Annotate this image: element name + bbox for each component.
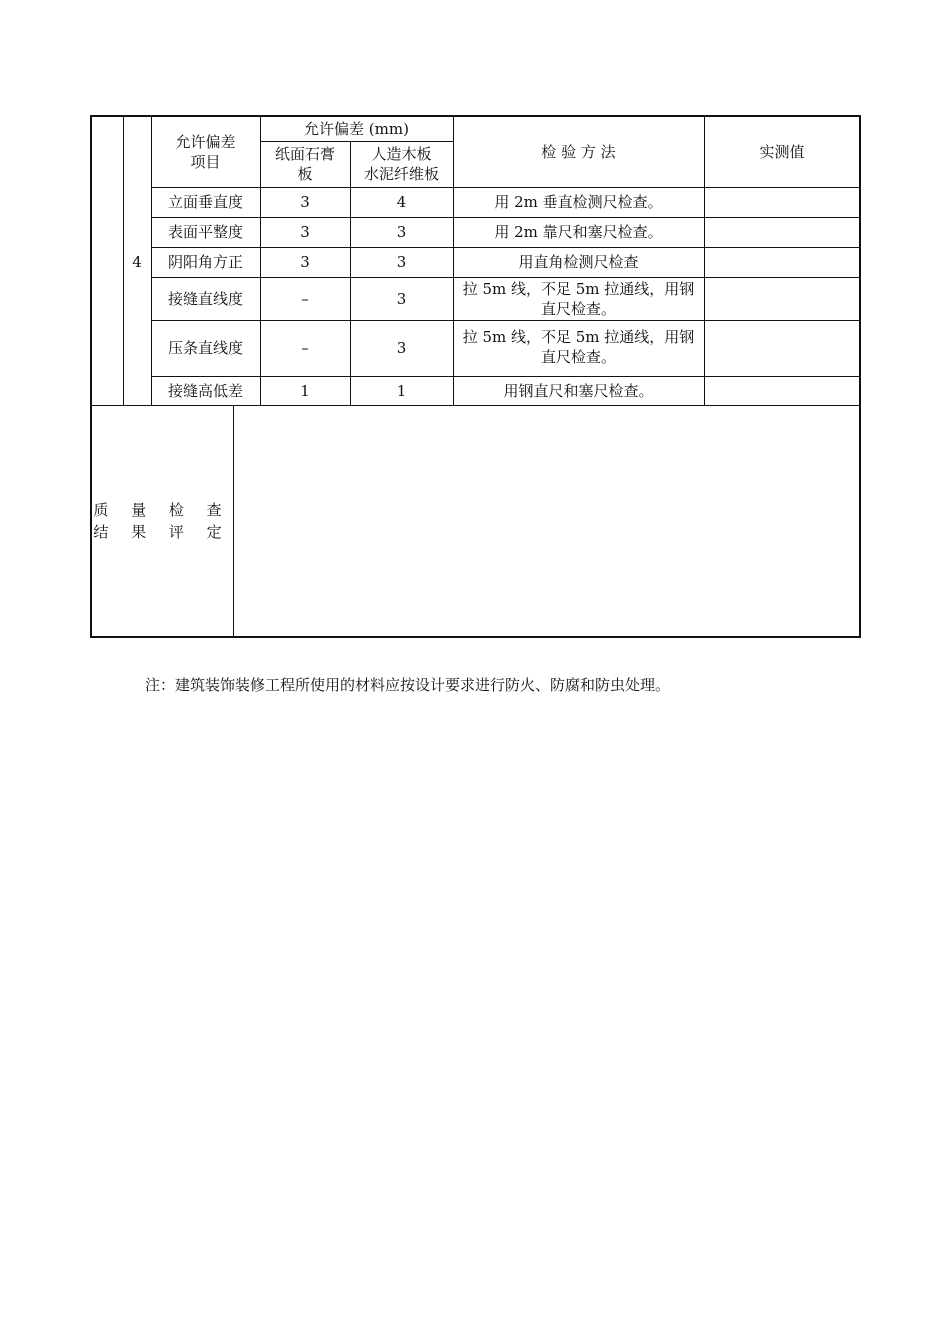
row-gypsum: 3	[300, 193, 310, 211]
row-method: 用钢直尺和塞尺检查。	[503, 381, 654, 400]
row-gypsum: 3	[300, 253, 310, 271]
row-measured[interactable]	[704, 277, 860, 320]
header-measured: 实测值	[759, 142, 805, 161]
header-method: 检 验 方 法	[541, 142, 616, 161]
header-gypsum: 纸面石膏 板	[274, 145, 335, 183]
row-item: 阴阳角方正	[167, 253, 243, 271]
row-gypsum: 1	[300, 381, 310, 400]
row-method: 拉 5m 线，不足 5m 拉通线，用钢 直尺检查。	[462, 328, 695, 366]
row-item: 接缝高低差	[167, 381, 243, 400]
header-item: 允许偏差 项目	[175, 132, 236, 171]
row-item: 接缝直线度	[167, 289, 243, 308]
header-deviation-group: 允许偏差 (mm)	[304, 119, 409, 138]
row-item: 表面平整度	[167, 223, 243, 241]
row-measured[interactable]	[704, 320, 860, 376]
row-item: 立面垂直度	[167, 193, 243, 211]
row-wood: 4	[396, 193, 407, 211]
row-method: 用 2m 靠尺和塞尺检查。	[494, 223, 663, 241]
row-wood: 3	[396, 289, 407, 308]
header-wood: 人造木板 水泥纤维板	[363, 145, 439, 183]
footnote: 注：建筑装饰装修工程所使用的材料应按设计要求进行防火、防腐和防虫处理。	[145, 676, 671, 694]
row-gypsum: –	[301, 339, 309, 357]
row-wood: 3	[396, 223, 407, 241]
row-wood: 3	[396, 253, 407, 271]
row-method: 用 2m 垂直检测尺检查。	[494, 193, 663, 211]
row-method: 拉 5m 线，不足 5m 拉通线，用钢 直尺检查。	[462, 279, 695, 318]
row-item: 压条直线度	[167, 339, 243, 357]
section-number: 4	[132, 253, 142, 271]
row-measured[interactable]	[704, 247, 860, 277]
row-wood: 1	[396, 381, 407, 400]
quality-result-value[interactable]	[234, 406, 860, 636]
quality-result-label: 质 量 检 查 结 果 评 定	[93, 501, 231, 541]
row-method: 用直角检测尺检查	[518, 253, 639, 271]
row-gypsum: 3	[300, 223, 310, 241]
row-measured[interactable]	[704, 376, 860, 405]
row-measured[interactable]	[704, 217, 860, 247]
row-measured[interactable]	[704, 187, 860, 217]
row-wood: 3	[396, 339, 407, 357]
row-gypsum: –	[301, 289, 309, 308]
